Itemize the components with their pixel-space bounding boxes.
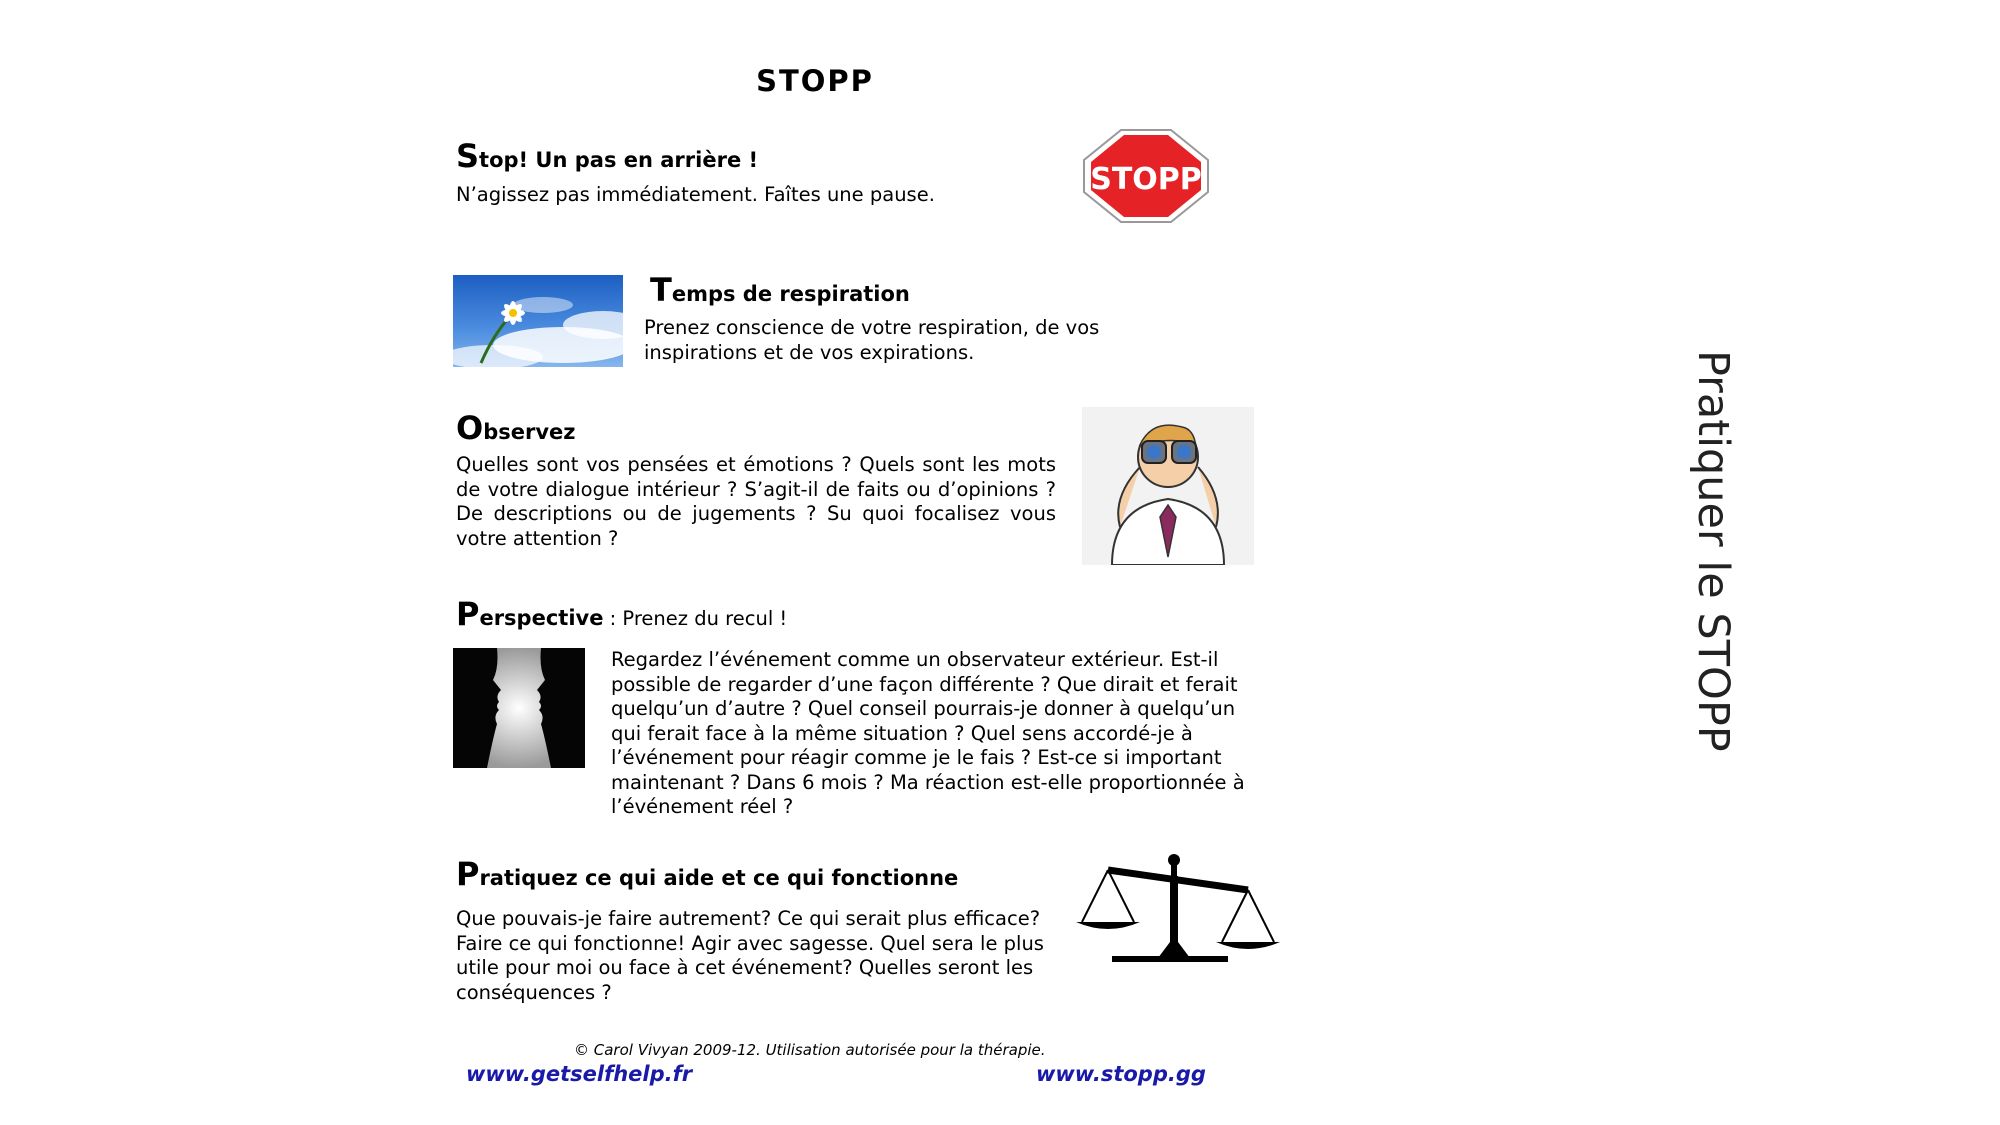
man-with-binoculars-icon xyxy=(1082,407,1254,565)
section-heading-respiration xyxy=(650,271,910,309)
link-stopp[interactable]: www.stopp.gg xyxy=(1036,1062,1206,1086)
heading-suffix: : Prenez du recul ! xyxy=(603,607,788,630)
heading-rest: erspective xyxy=(479,606,604,630)
heading-initial: S xyxy=(456,137,480,175)
heading-initial: P xyxy=(456,855,480,893)
section-text-perspective: Regardez l’événement comme un observateur extérieur. Est-il possible de regarder d’une façon différente ? Que dirait et ferait quelqu’un d’autre ? Quel conseil pourrais-je donner à quelqu’un qui ferait face à la même situation ? Quel sens accordé-je à l’événement pour réagir comme je le fais ? Est-ce si important maintenant ? Dans 6 mois ? Ma réaction est-elle proportionnée à l’événement réel ? xyxy=(611,648,1245,818)
heading-rest: bservez xyxy=(483,420,576,444)
section-heading-stop xyxy=(456,137,758,175)
section-heading-perspective xyxy=(456,595,787,633)
document-title: STOPP xyxy=(756,64,874,98)
section-heading-observez xyxy=(456,409,576,447)
heading-initial: T xyxy=(650,271,672,309)
heading-initial: P xyxy=(456,595,480,633)
section-text-observez: Quelles sont vos pensées et émotions ? Quels sont les mots de votre dialogue intérieur ? S’agit-il de faits ou d’opinions ? De descriptions ou de jugements ? Su quoi focalisez vous votre attention ? xyxy=(456,453,1056,550)
heading-initial: O xyxy=(456,409,484,447)
section-text-pratiquez: Que pouvais-je faire autrement? Ce qui serait plus efficace? Faire ce qui fonctionne! Agir avec sagesse. Quel sera le plus utile pour moi ou face à cet événement? Quelles seront les conséquences ? xyxy=(456,907,1044,1004)
balance-scale-icon xyxy=(1072,850,1282,968)
section-text-stop: N’agissez pas immédiatement. Faîtes une pause. xyxy=(456,183,935,206)
link-getselfhelp[interactable]: www.getselfhelp.fr xyxy=(466,1062,693,1086)
section-heading-pratiquez xyxy=(456,855,958,893)
footer-copyright: © Carol Vivyan 2009-12. Utilisation autorisée pour la thérapie. xyxy=(574,1041,1046,1059)
stop-sign-text: STOPP xyxy=(1090,162,1202,197)
stop-sign-icon xyxy=(1080,128,1212,224)
daisy-sky-icon xyxy=(453,275,623,367)
faces-vase-icon xyxy=(453,648,585,768)
section-text-respiration: Prenez conscience de votre respiration, de vos inspirations et de vos expirations. xyxy=(644,316,1100,364)
heading-rest: ratiquez ce qui aide et ce qui fonctionne xyxy=(479,866,959,890)
slide-side-title: Pratiquer le STOPP xyxy=(1688,350,1738,752)
heading-rest: top! Un pas en arrière ! xyxy=(479,148,759,172)
heading-rest: emps de respiration xyxy=(671,282,910,306)
